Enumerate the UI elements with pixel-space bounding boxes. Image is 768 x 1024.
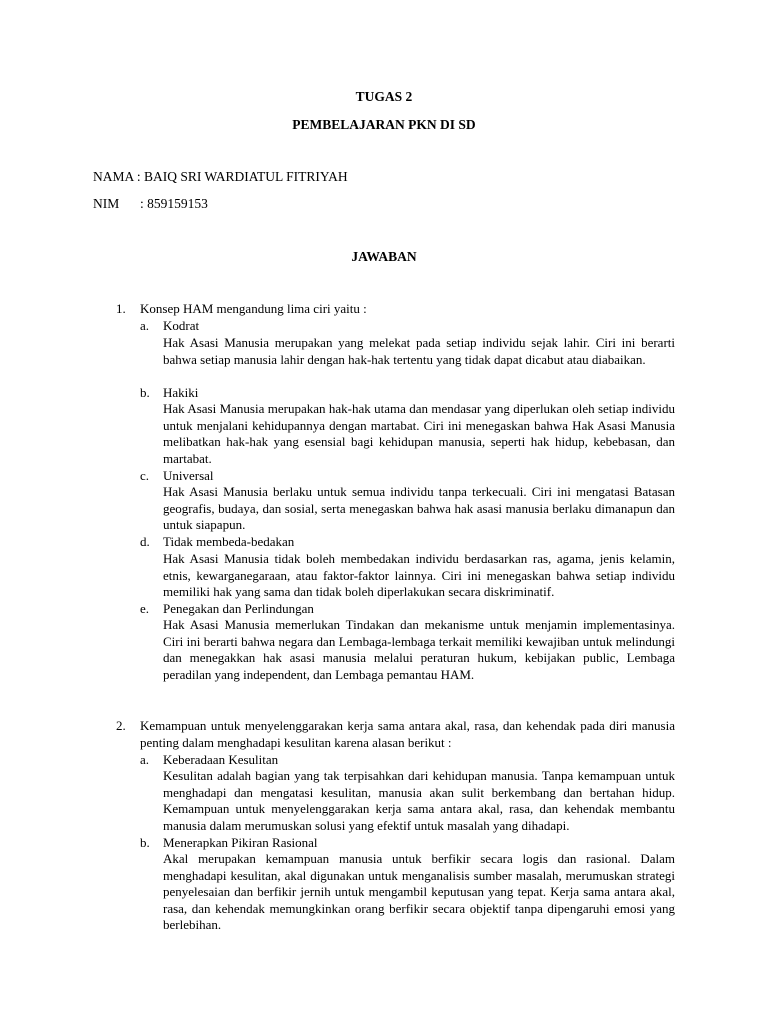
item-body: Hak Asasi Manusia merupakan hak-hak utama dan mendasar yang diperlukan oleh setiap individu untuk menjalani kehidupannya dengan martabat. Ciri ini menegaskan bahwa Hak Asasi Manusia melibatkan hak-hak yang esensial bagi kehidupan manusia, seperti hak hidup, kebebasan, dan martabat. [163, 401, 675, 466]
item-body: Hak Asasi Manusia tidak boleh membedakan individu berdasarkan ras, agama, jenis kelamin, etnis, kewarganegaraan, atau faktor-faktor lainnya. Ciri ini menegaskan bahwa setiap individu memiliki hak yang sama dan tidak boleh diperlakukan secara diskriminatif. [163, 551, 675, 600]
student-name-line [93, 169, 348, 185]
student-nim-line [93, 196, 208, 212]
item-title: Universal [163, 468, 214, 483]
answer-heading: JAWABAN [351, 249, 417, 264]
item-letter: b. [140, 385, 150, 400]
item-body: Hak Asasi Manusia merupakan yang melekat pada setiap individu sejak lahir. Ciri ini berarti bahwa setiap manusia lahir dengan hak-hak tertentu yang tidak dapat dicabut atau diabaikan. [163, 335, 675, 367]
item-body: Hak Asasi Manusia memerlukan Tindakan dan mekanisme untuk menjamin implementasinya. Ciri ini berarti bahwa negara dan Lembaga-lembaga terkait memiliki kewajiban untuk melindungi dan menegakkan hak asasi manusia melalui peraturan hukum, kebijakan public, Lembaga peradilan yang independent, dan Lembaga pemantau HAM. [163, 617, 675, 682]
question-number: 2. [116, 718, 126, 733]
item-letter: d. [140, 534, 150, 549]
question-intro: Konsep HAM mengandung lima ciri yaitu : [140, 301, 367, 316]
task-title: TUGAS 2 [355, 89, 413, 104]
item-body: Kesulitan adalah bagian yang tak terpisahkan dari kehidupan manusia. Tanpa kemampuan untuk menghadapi dan mengatasi kesulitan, manusia akan sulit berkembang dan bertahan hidup. Kemampuan untuk menyelenggarakan kerja sama antara akal, rasa, dan kehendak membantu manusia dalam merumuskan solusi yang efektif untuk masalah yang dihadapi. [163, 768, 675, 833]
name-label: NAMA [93, 169, 134, 184]
item-letter: a. [140, 752, 150, 767]
item-body: Hak Asasi Manusia berlaku untuk semua individu tanpa terkecuali. Ciri ini mengatasi Batasan geografis, budaya, dan sosial, serta menegaskan bahwa hak asasi manusia berlaku dimanapun dan untuk siapapun. [163, 484, 675, 533]
item-title: Tidak membeda-bedakan [163, 534, 295, 549]
item-title: Keberadaan Kesulitan [163, 752, 279, 767]
nim-label: NIM [93, 196, 120, 211]
item-letter: e. [140, 601, 150, 616]
item-title: Menerapkan Pikiran Rasional [163, 835, 318, 850]
item-letter: c. [140, 468, 150, 483]
question-number: 1. [116, 301, 126, 316]
item-title: Hakiki [163, 385, 199, 400]
item-letter: a. [140, 318, 150, 333]
item-body: Akal merupakan kemampuan manusia untuk berfikir secara logis dan rasional. Dalam menghadapi kesulitan, akal digunakan untuk menganalisis sumber masalah, merumuskan strategi penyelesaian dan berfikir jernih untuk mengambil keputusan yang tepat. Kerja sama antara akal, rasa, dan kehendak memungkinkan orang berfikir secara objektif tanpa dipengaruhi emosi yang berlebihan. [163, 851, 675, 933]
item-letter: b. [140, 835, 150, 850]
nim-value: : 859159153 [140, 196, 208, 211]
course-title: PEMBELAJARAN PKN DI SD [292, 117, 476, 132]
item-title: Penegakan dan Perlindungan [163, 601, 314, 616]
question-intro: Kemampuan untuk menyelenggarakan kerja sama antara akal, rasa, dan kehendak pada diri manusia penting dalam menghadapi kesulitan karena alasan berikut : [140, 718, 675, 750]
item-title: Kodrat [163, 318, 200, 333]
name-value: : BAIQ SRI WARDIATUL FITRIYAH [136, 169, 348, 184]
